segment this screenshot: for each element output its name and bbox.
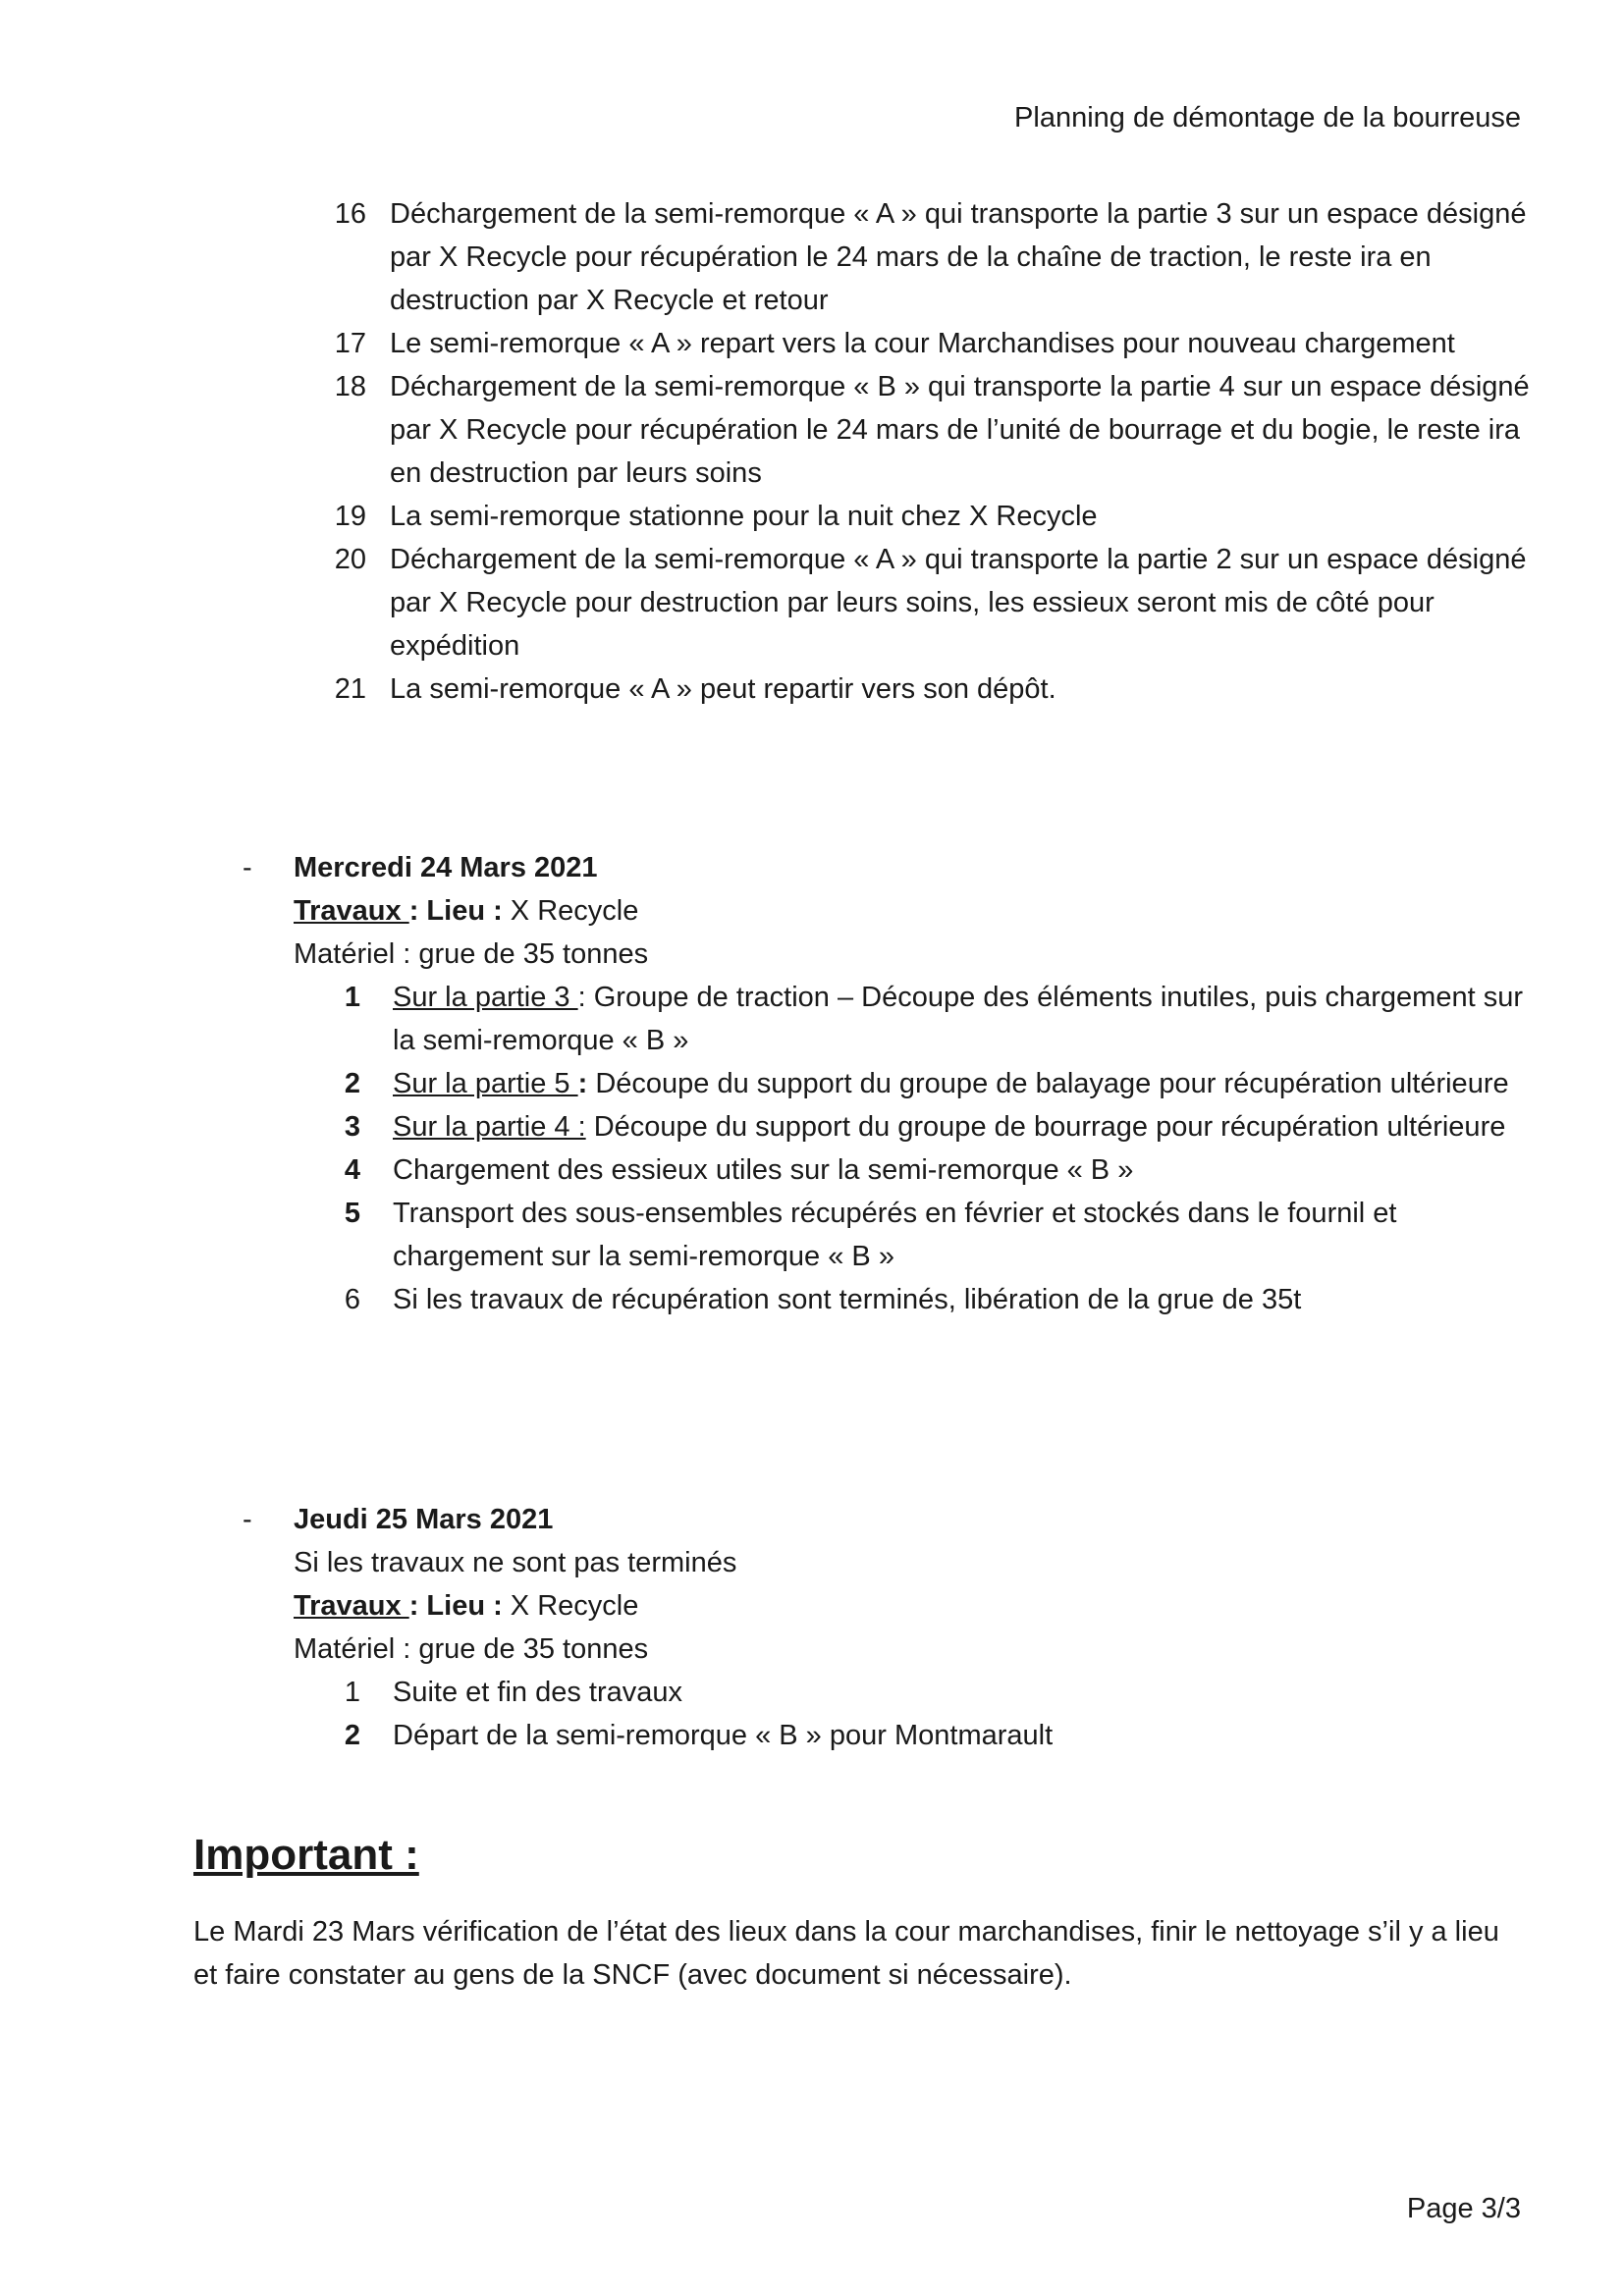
list-item-text: La semi-remorque « A » peut repartir vers son dépôt.: [390, 673, 1056, 705]
step-item: [328, 976, 1539, 1062]
list-item-number: 19: [334, 501, 366, 532]
list-item: [319, 365, 1537, 495]
page-header-title: Planning de démontage de la bourreuse: [1014, 102, 1521, 133]
materiel-line: Matériel : grue de 35 tonnes: [294, 938, 649, 970]
step-number: 6: [344, 1284, 360, 1315]
materiel-line: Matériel : grue de 35 tonnes: [294, 1633, 649, 1665]
step-item: [328, 1148, 1539, 1192]
list-item: [319, 322, 1537, 365]
lieu-value: X Recycle: [502, 895, 639, 927]
travaux-label: Travaux: [294, 895, 409, 927]
step-number: 2: [344, 1720, 360, 1751]
important-paragraph: Le Mardi 23 Mars vérification de l’état des lieux dans la cour marchandises, finir le nettoyage s’il y a lieu et faire constater au gens de la SNCF (avec document si nécessaire).: [193, 1916, 1499, 1991]
section-date: Mercredi 24 Mars 2021: [294, 852, 598, 883]
travaux-colon: :: [408, 895, 419, 927]
step-item: [328, 1671, 1539, 1714]
section-date: Jeudi 25 Mars 2021: [294, 1504, 554, 1535]
step-item: [328, 1278, 1539, 1321]
step-underline: Sur la partie 3: [393, 982, 578, 1013]
list-item-text: Déchargement de la semi-remorque « B » qui transporte la partie 4 sur un espace désigné par X Recycle pour récupération le 24 mars de l’unité de bourrage et du bogie, le reste ira en destruction par leurs soins: [390, 371, 1530, 489]
step-text: Chargement des essieux utiles sur la semi-remorque « B »: [393, 1154, 1134, 1186]
bullet-dash: -: [243, 1504, 252, 1535]
step-separator: :: [577, 1068, 588, 1099]
step-text: Découpe du support du groupe de bourrage pour récupération ultérieure: [585, 1111, 1506, 1143]
steps-list: [328, 976, 1539, 1321]
step-number: 4: [344, 1154, 360, 1186]
step-item: [328, 1062, 1539, 1105]
bullet-dash: -: [243, 852, 252, 883]
list-item: [319, 667, 1537, 711]
step-text: Départ de la semi-remorque « B » pour Montmarault: [393, 1720, 1054, 1751]
step-item: [328, 1105, 1539, 1148]
step-item: [328, 1192, 1539, 1278]
list-item: [319, 495, 1537, 538]
step-separator: :: [577, 982, 586, 1013]
travaux-label: Travaux: [294, 1590, 409, 1622]
step-number: 5: [344, 1198, 360, 1229]
lieu-label: Lieu :: [418, 1590, 503, 1622]
list-item-text: Le semi-remorque « A » repart vers la cour Marchandises pour nouveau chargement: [390, 328, 1455, 359]
lieu-value: X Recycle: [502, 1590, 639, 1622]
list-item-number: 17: [334, 328, 366, 359]
travaux-line: [294, 1584, 1539, 1628]
section-wednesday: [243, 846, 1539, 1321]
step-text: Si les travaux de récupération sont terminés, libération de la grue de 35t: [393, 1284, 1302, 1315]
step-text: Suite et fin des travaux: [393, 1677, 682, 1708]
list-item-number: 16: [334, 198, 366, 230]
list-item-number: 21: [334, 673, 366, 705]
step-underline: Sur la partie 5: [393, 1068, 578, 1099]
list-item-number: 18: [334, 371, 366, 402]
travaux-line: [294, 889, 1539, 933]
list-item-number: 20: [334, 544, 366, 575]
step-number: 2: [344, 1068, 360, 1099]
step-text: Transport des sous-ensembles récupérés en février et stockés dans le fournil et chargement sur la semi-remorque « B »: [393, 1198, 1397, 1272]
list-item: [319, 192, 1537, 322]
numbered-list: [319, 192, 1537, 711]
step-item: [328, 1714, 1539, 1757]
list-item-text: Déchargement de la semi-remorque « A » qui transporte la partie 2 sur un espace désigné par X Recycle pour destruction par leurs soins, les essieux seront mis de côté pour expédition: [390, 544, 1527, 662]
step-number: 1: [344, 982, 360, 1013]
steps-list: [328, 1671, 1539, 1757]
step-underline: Sur la partie 4 :: [393, 1111, 586, 1143]
lieu-label: Lieu :: [418, 895, 503, 927]
step-number: 3: [344, 1111, 360, 1143]
page-number: Page 3/3: [1406, 2193, 1521, 2224]
section-thursday: [243, 1498, 1539, 1757]
step-number: 1: [344, 1677, 360, 1708]
section-note: Si les travaux ne sont pas terminés: [294, 1547, 737, 1578]
list-item: [319, 538, 1537, 667]
travaux-colon: :: [408, 1590, 419, 1622]
important-heading: Important :: [193, 1831, 419, 1879]
list-item-text: La semi-remorque stationne pour la nuit chez X Recycle: [390, 501, 1098, 532]
step-text: Groupe de traction – Découpe des éléments inutiles, puis chargement sur la semi-remorque « B »: [393, 982, 1523, 1056]
list-item-text: Déchargement de la semi-remorque « A » qui transporte la partie 3 sur un espace désigné par X Recycle pour récupération le 24 mars de la chaîne de traction, le reste ira en destruction par X Recycle et retour: [390, 198, 1527, 316]
step-text: Découpe du support du groupe de balayage pour récupération ultérieure: [587, 1068, 1509, 1099]
